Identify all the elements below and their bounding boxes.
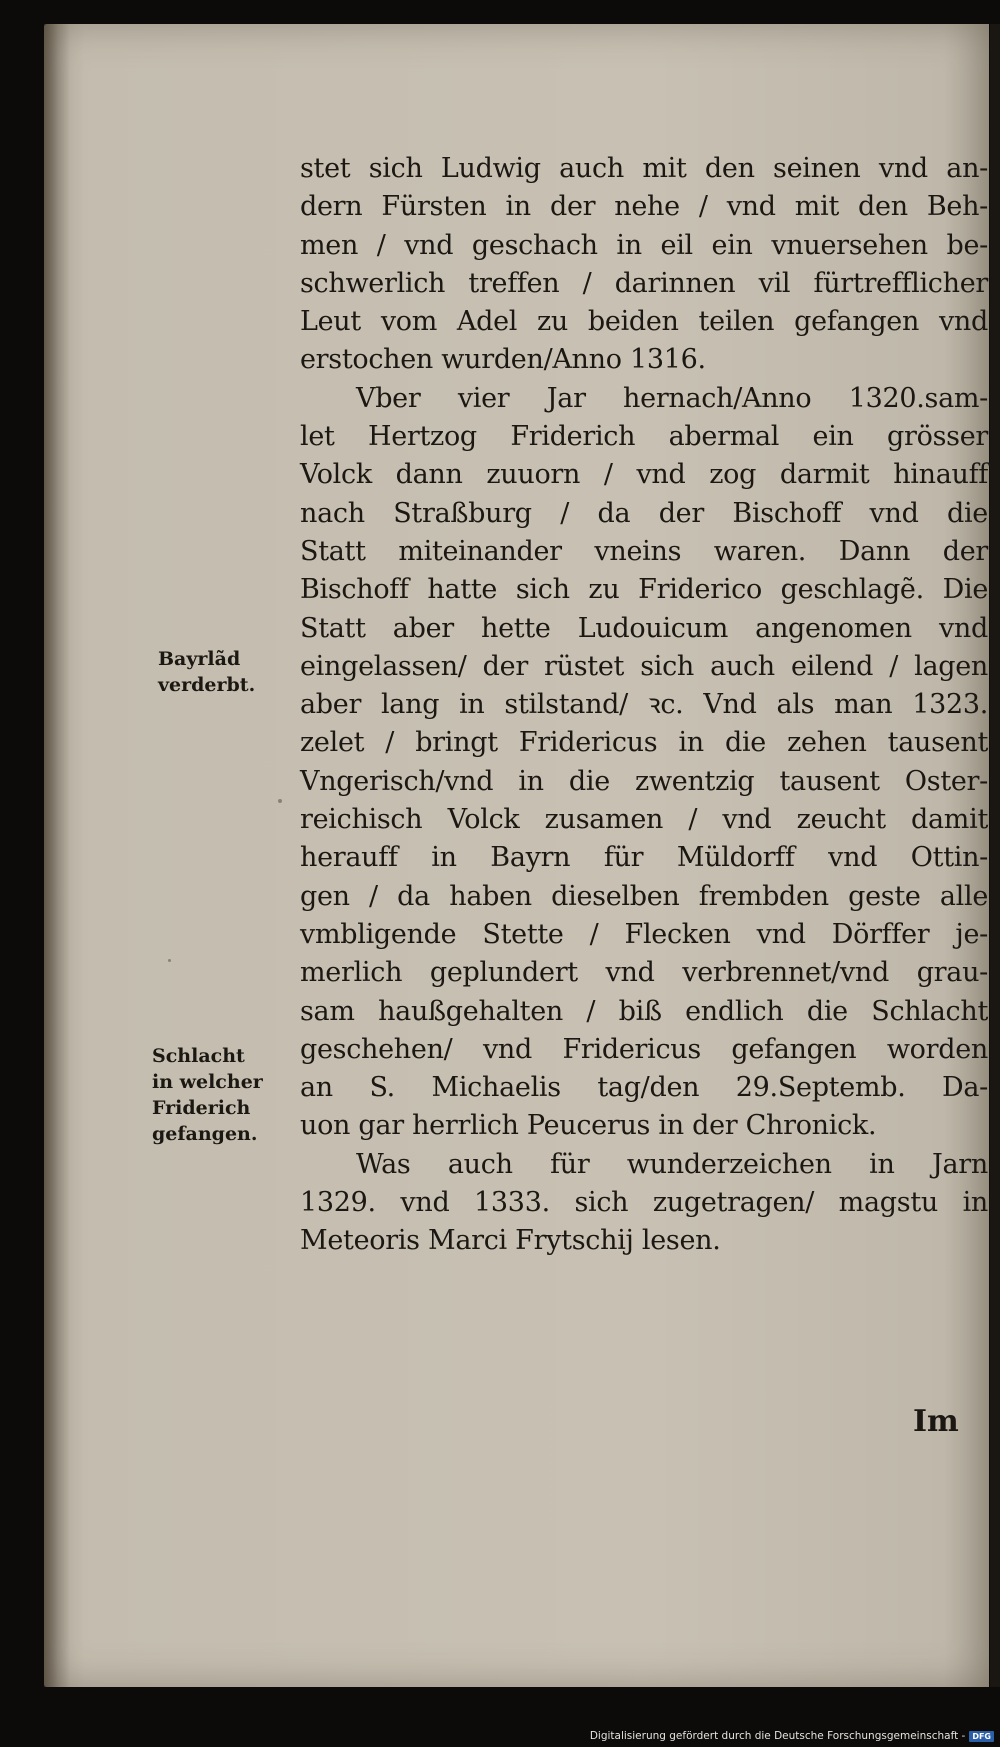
body-text: [300, 150, 988, 1261]
text-line: gen / da haben dieselben frembden geste alle: [300, 880, 988, 912]
page-edge: [990, 24, 1000, 1687]
text-line: aber lang in stilstand/ ꝛc. Vnd als man 1323.: [300, 689, 988, 721]
digitization-credit: [590, 1730, 994, 1742]
text-line: Volck dann zuuorn / vnd zog darmit hinauff: [300, 459, 988, 491]
text-line: zelet / bringt Fridericus in die zehen tausent: [300, 727, 988, 759]
text-line: Vngerisch/vnd in die zwentzig tausent Oster-: [300, 765, 988, 797]
text-line: Vber vier Jar hernach/Anno 1320.sam-: [356, 382, 988, 414]
text-line: Statt aber hette Ludouicum angenomen vnd: [300, 612, 988, 644]
credit-text: Digitalisierung gefördert durch die Deutsche Forschungsgemeinschaft -: [589, 1730, 966, 1742]
text-line: herauff in Bayrn für Müldorff vnd Ottin-: [300, 842, 988, 874]
text-line: men / vnd geschach in eil ein vnuersehen be-: [300, 229, 988, 261]
text-line: Statt miteinander vneins waren. Dann der: [300, 535, 988, 567]
text-line: nach Straßburg / da der Bischoff vnd die: [300, 497, 988, 529]
margin-note-schlacht: [152, 1043, 263, 1147]
text-line: an S. Michaelis tag/den 29.Septemb. Da-: [300, 1072, 988, 1104]
text-line: erstochen wurden/Anno 1316.: [300, 344, 706, 376]
margin-note-line: Bayrlãd: [158, 648, 241, 670]
margin-note-line: gefangen.: [152, 1123, 258, 1145]
text-line: sam haußgehalten / biß endlich die Schlacht: [300, 995, 988, 1027]
text-line: stet sich Ludwig auch mit den seinen vnd an-: [300, 153, 988, 184]
text-line: reichisch Volck zusamen / vnd zeucht damit: [300, 804, 988, 836]
text-line: Meteoris Marci Frytschij lesen.: [300, 1225, 721, 1257]
text-line: let Hertzog Friderich abermal ein grösser: [300, 421, 988, 453]
text-line: eingelassen/ der rüstet sich auch eilend / lagen: [300, 650, 988, 682]
margin-note-line: verderbt.: [158, 674, 256, 696]
margin-note-line: in welcher: [152, 1071, 263, 1093]
margin-note-line: Friderich: [152, 1097, 251, 1119]
paper-speck: [278, 799, 282, 803]
catchword: Im: [913, 1404, 959, 1439]
dfg-logo: DFG: [969, 1731, 994, 1742]
margin-note-line: Schlacht: [152, 1045, 245, 1067]
text-line: schwerlich treffen / darinnen vil fürtrefflicher: [300, 267, 988, 299]
text-line: Bischoff hatte sich zu Friderico geschlagẽ. Die: [300, 574, 988, 606]
text-line: Leut vom Adel zu beiden teilen gefangen vnd: [300, 306, 988, 338]
margin-note-bayrland: [158, 646, 255, 698]
text-line: 1329. vnd 1333. sich zugetragen/ magstu in: [300, 1187, 988, 1219]
text-line: dern Fürsten in der nehe / vnd mit den Beh-: [300, 191, 988, 223]
paper-speck: [168, 959, 171, 962]
text-line: Was auch für wunderzeichen in Jarn: [356, 1148, 988, 1180]
text-line: uon gar herrlich Peucerus in der Chronick.: [300, 1110, 877, 1142]
text-line: vmbligende Stette / Flecken vnd Dörffer je-: [300, 918, 988, 950]
text-line: geschehen/ vnd Fridericus gefangen worden: [300, 1033, 988, 1065]
text-line: merlich geplundert vnd verbrennet/vnd grau-: [300, 957, 988, 989]
